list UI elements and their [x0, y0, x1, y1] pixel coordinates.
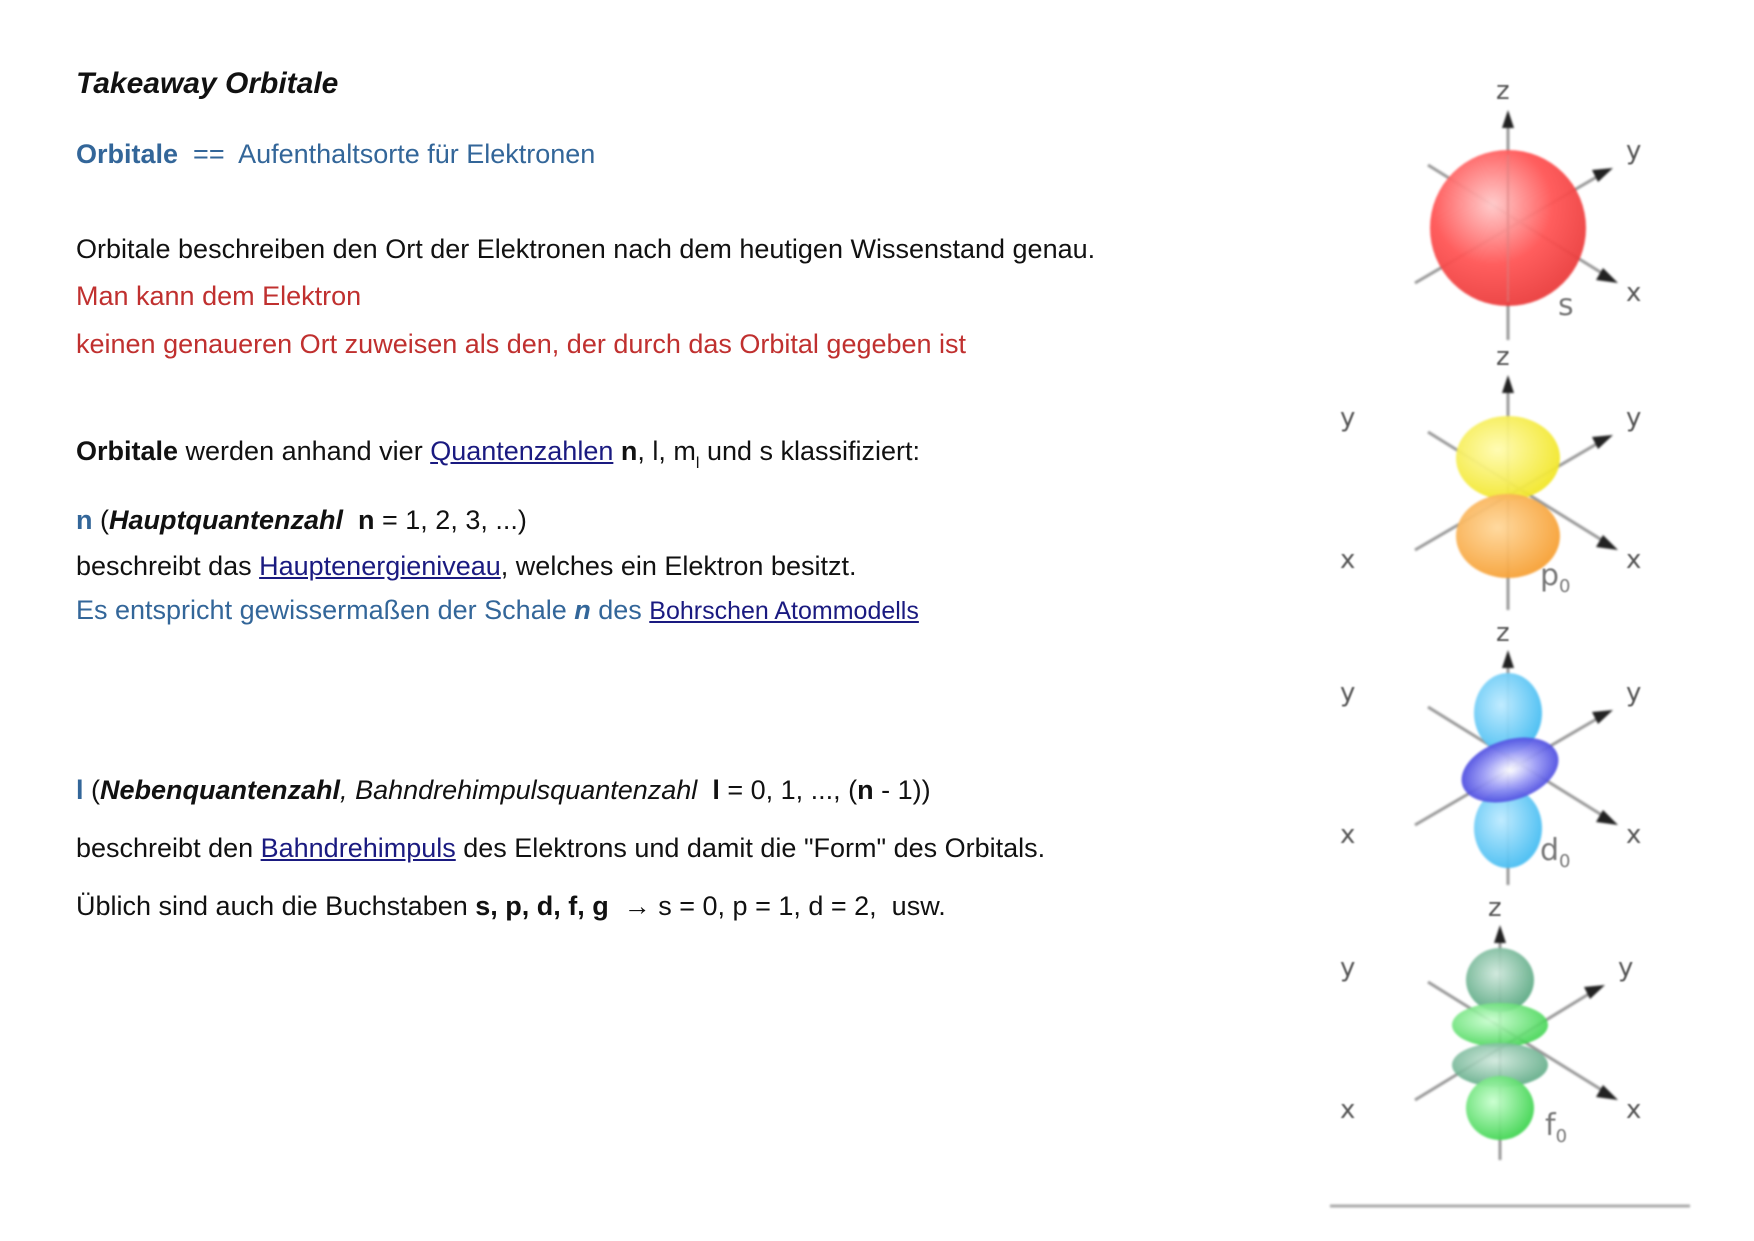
s-orbital-label: s: [1558, 288, 1574, 323]
l-alt-name: Bahndrehimpulsquantenzahl: [347, 775, 713, 805]
orbital-figure: [1330, 76, 1710, 1220]
qn-rest2: und s klassifiziert:: [699, 436, 921, 466]
d-orbital-label: $d_0$: [1540, 833, 1571, 872]
red-note-2: keinen genaueren Ort zuweisen als den, der durch das Orbital gegeben ist: [76, 329, 967, 359]
qn-term: Orbitale: [76, 436, 179, 466]
p-orbital: [1415, 375, 1618, 610]
quantum-numbers-line: [76, 435, 920, 480]
f-left-x-label: x: [1340, 1095, 1356, 1125]
qn-n: n: [620, 436, 638, 466]
l-values2: - 1)): [873, 775, 931, 805]
n-name: Hauptquantenzahl: [109, 505, 343, 535]
f-x-label: x: [1626, 1095, 1642, 1125]
d-left-x-label: x: [1340, 820, 1356, 850]
p-x-label: x: [1626, 545, 1642, 575]
l-letters-pre: Üblich sind auch die Buchstaben: [76, 891, 476, 921]
n-values: = 1, 2, 3, ...): [374, 505, 527, 535]
orbital-svg: [1330, 80, 1710, 1220]
l-var: l: [712, 775, 720, 805]
s-x-label: x: [1626, 278, 1642, 308]
p-z-label: z: [1496, 342, 1510, 372]
definition-line: [76, 138, 595, 170]
qn-subscript: l: [695, 455, 700, 472]
f-y-label: y: [1618, 953, 1634, 983]
n-heading: [76, 504, 527, 536]
d-x-label: x: [1626, 820, 1642, 850]
f-z-label: z: [1488, 893, 1502, 923]
definition-meaning: Aufenthaltsorte für Elektronen: [238, 139, 596, 169]
page-title: Takeaway Orbitale: [76, 67, 339, 100]
paragraph-orbitale: Orbitale beschreiben den Ort der Elektronen nach dem heutigen Wissenstand genau.: [76, 234, 1096, 264]
n-letter: n: [76, 505, 93, 535]
f-orbital-label: $f_0$: [1545, 1108, 1568, 1147]
n-spacer: [343, 505, 358, 535]
l-letters-post: → s = 0, p = 1, d = 2, usw.: [608, 891, 946, 921]
p-y-label: y: [1626, 403, 1642, 433]
p-left-y-label: y: [1340, 403, 1356, 433]
d-y-label: y: [1626, 678, 1642, 708]
n-var: n: [358, 505, 375, 535]
l-description: [76, 832, 1045, 864]
d-orbital: [1415, 650, 1618, 885]
qn-rest1: , l, m: [637, 436, 696, 466]
bahndrehimpuls-link[interactable]: Bahndrehimpuls: [260, 833, 456, 863]
qn-text: werden anhand vier: [178, 436, 431, 466]
d-z-label: z: [1496, 618, 1510, 648]
l-desc-pre: beschreibt den: [76, 833, 261, 863]
l-values1: = 0, 1, ..., (: [719, 775, 858, 805]
l-letters: s, p, d, f, g: [475, 891, 609, 921]
n-desc-post: , welches ein Elektron besitzt.: [500, 551, 857, 581]
p-orbital-label: $p_0$: [1540, 558, 1571, 597]
p-left-x-label: x: [1340, 545, 1356, 575]
s-y-label: y: [1626, 136, 1642, 166]
n-note-pre: Es entspricht gewissermaßen der Schale: [76, 595, 575, 625]
l-var2: n: [857, 775, 874, 805]
n-open: (: [92, 505, 109, 535]
s-orbital: [1415, 110, 1618, 340]
n-note-var: n: [574, 595, 591, 625]
l-heading: [76, 774, 931, 806]
s-z-label: z: [1496, 76, 1510, 106]
quantenzahlen-link[interactable]: Quantenzahlen: [430, 436, 614, 466]
l-desc-post: des Elektrons und damit die "Form" des Orbitals.: [455, 833, 1046, 863]
d-left-y-label: y: [1340, 678, 1356, 708]
n-desc-pre: beschreibt das: [76, 551, 260, 581]
n-note-mid: des: [590, 595, 650, 625]
f-orbital: [1415, 925, 1618, 1160]
definition-term: Orbitale: [76, 139, 179, 169]
l-comma: ,: [340, 775, 348, 805]
l-name: Nebenquantenzahl: [100, 775, 341, 805]
bohrsches-atommodell-link[interactable]: Bohrschen Atommodells: [649, 597, 919, 625]
n-description: [76, 550, 856, 582]
red-note-1: Man kann dem Elektron: [76, 281, 362, 311]
l-letter: l: [76, 775, 84, 805]
l-open: (: [83, 775, 101, 805]
l-letters-line: [76, 890, 946, 922]
hauptenergieniveau-link[interactable]: Hauptenergieniveau: [259, 551, 501, 581]
f-left-y-label: y: [1340, 953, 1356, 983]
definition-eq: ==: [193, 139, 225, 169]
n-note: [76, 594, 919, 627]
